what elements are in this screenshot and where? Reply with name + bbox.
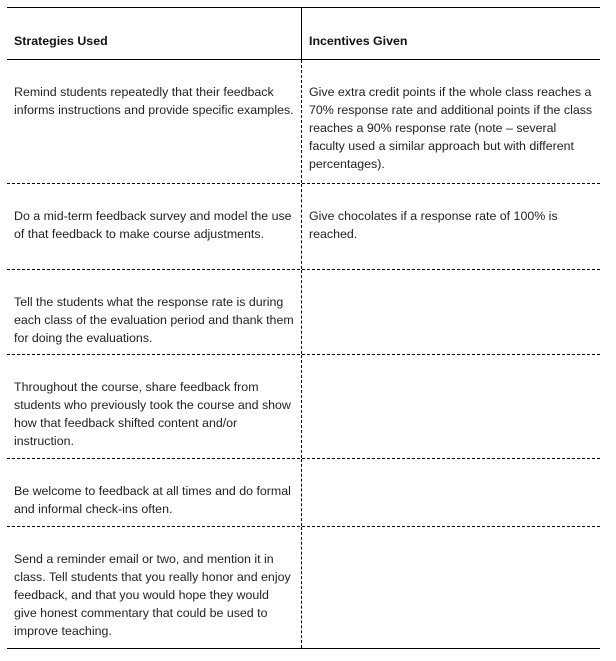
table-row — [7, 458, 600, 526]
strategy-cell: Send a reminder email or two, and mention it in class. Tell students that you really honor and enjoy feedback, and that you would hope they would give honest commentary that could be used to improve teaching. — [7, 527, 302, 648]
incentive-cell: Give extra credit points if the whole class reaches a 70% response rate and additional points if the class reaches a 90% response rate (note – several faculty used a similar approach but with different percentages). — [309, 85, 593, 171]
table-row — [7, 60, 600, 183]
strategy-cell: Throughout the course, share feedback from students who previously took the course and show how that feedback shifted content and/or instruction. — [7, 355, 302, 458]
table-row — [7, 269, 600, 354]
table-header-row — [7, 8, 600, 60]
incentive-cell — [302, 459, 600, 526]
table-row — [7, 526, 600, 648]
incentive-cell — [302, 355, 600, 458]
strategy-cell: Be welcome to feedback at all times and do formal and informal check-ins often. — [7, 459, 302, 526]
strategy-cell: Tell the students what the response rate is during each class of the evaluation period and thank them for doing the evaluations. — [7, 270, 302, 354]
incentive-cell — [302, 270, 600, 354]
table-row — [7, 183, 600, 269]
strategy-cell: Do a mid-term feedback survey and model the use of that feedback to make course adjustments. — [7, 184, 302, 269]
incentive-cell — [302, 527, 600, 648]
incentive-cell: Give chocolates if a response rate of 100% is reached. — [309, 209, 558, 241]
header-strategies-used: Strategies Used — [7, 8, 302, 59]
table-row — [7, 354, 600, 458]
strategy-cell: Remind students repeatedly that their feedback informs instructions and provide specific examples. — [7, 60, 302, 183]
header-incentives-given: Incentives Given — [309, 34, 408, 48]
strategies-incentives-table — [7, 7, 600, 649]
